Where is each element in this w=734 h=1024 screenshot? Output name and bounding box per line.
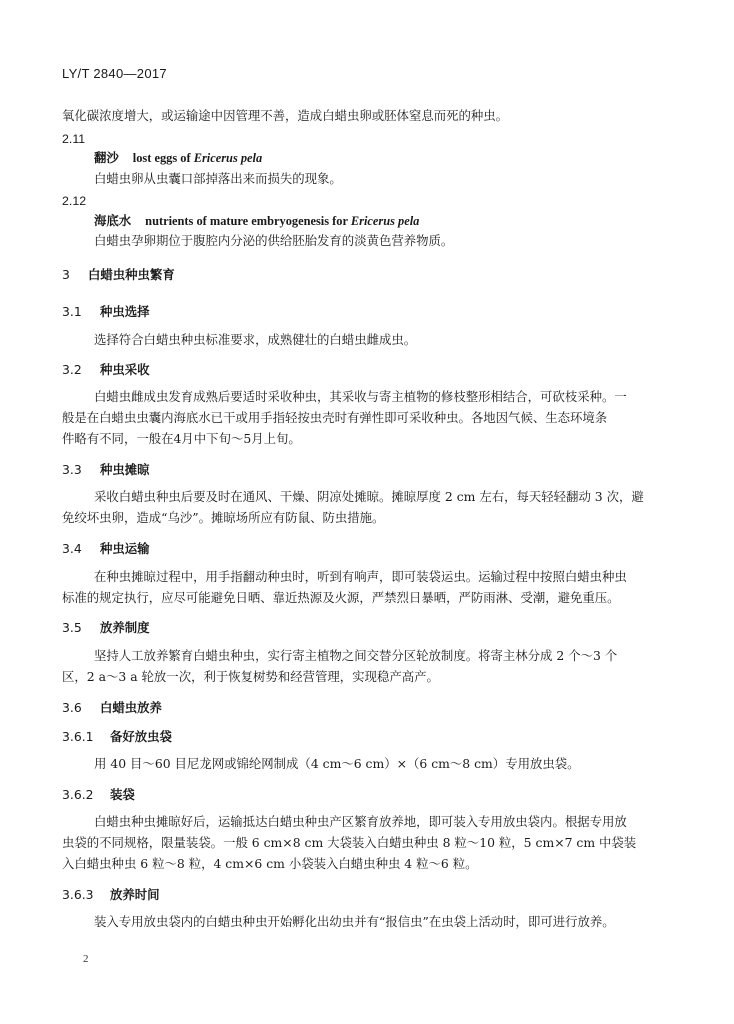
- paragraph-line: 标准的规定执行，应尽可能避免日晒、靠近热源及火源，严禁烈日暴晒，严防雨淋、受潮，避免重压。: [62, 590, 620, 605]
- heading-title: 备好放虫袋: [110, 729, 172, 744]
- section-heading: [62, 304, 150, 320]
- term-entry: [94, 213, 419, 229]
- section-heading: [62, 729, 172, 745]
- term-definition: 白蜡虫卵从虫囊口部掉落出来而损失的现象。: [94, 171, 342, 186]
- section-heading: [62, 887, 160, 903]
- heading-number: 3.1: [62, 304, 82, 319]
- term-species: Ericerus pela: [193, 151, 263, 165]
- heading-title: 种虫采收: [100, 362, 150, 377]
- heading-title: 白蜡虫种虫繁育: [88, 267, 175, 282]
- heading-number: 3: [62, 267, 70, 282]
- section-heading: [62, 362, 150, 378]
- section-heading: [62, 267, 175, 283]
- heading-title: 种虫摊晾: [100, 462, 150, 477]
- paragraph-line: 用 40 目～60 目尼龙网或锦纶网制成（4 cm～6 cm）×（6 cm～8 cm）专用放虫袋。: [94, 756, 580, 771]
- section-heading: [62, 462, 150, 478]
- heading-title: 白蜡虫放养: [100, 700, 162, 715]
- heading-number: 3.2: [62, 362, 82, 377]
- heading-title: 放养制度: [100, 620, 150, 635]
- term-chinese: 海底水: [94, 213, 132, 228]
- paragraph-line: 虫袋的不同规格，限量装袋。一般 6 cm×8 cm 大袋装入白蜡虫种虫 8 粒～10 粒，5 cm×7 cm 中袋装: [62, 835, 637, 850]
- paragraph-line: 在种虫摊晾过程中，用手指翻动种虫时，听到有响声，即可装袋运虫。运输过程中按照白蜡虫种虫: [94, 569, 627, 584]
- paragraph-line: 白蜡虫雌成虫发育成熟后要适时采收种虫，其采收与寄主植物的修枝整形相结合，可砍枝采种。一: [94, 389, 627, 404]
- paragraph-line: 坚持人工放养繁育白蜡虫种虫，实行寄主植物之间交替分区轮放制度。将寄主林分成 2 个～3 个: [94, 648, 618, 663]
- paragraph-line: 氧化碳浓度增大，或运输途中因管理不善，造成白蜡虫卵或胚体窒息而死的种虫。: [62, 108, 509, 123]
- paragraph-line: 入白蜡虫种虫 6 粒～8 粒，4 cm×6 cm 小袋装入白蜡虫种虫 4 粒～6 粒。: [62, 856, 478, 871]
- paragraph-line: 采收白蜡虫种虫后要及时在通风、干燥、阴凉处摊晾。摊晾厚度 2 cm 左右，每天轻轻翻动 3 次，避: [94, 489, 644, 504]
- section-heading: [62, 787, 135, 803]
- heading-number: 3.4: [62, 541, 82, 556]
- standard-code-header: LY/T 2840—2017: [62, 66, 167, 81]
- term-english: nutrients of mature embryogenesis for: [145, 214, 351, 228]
- paragraph-line: 选择符合白蜡虫种虫标准要求，成熟健壮的白蜡虫雌成虫。: [94, 332, 417, 347]
- heading-number: 3.3: [62, 462, 82, 477]
- heading-number: 3.5: [62, 620, 82, 635]
- heading-number: 3.6: [62, 700, 82, 715]
- heading-number: 3.6.1: [62, 729, 94, 744]
- heading-title: 种虫运输: [100, 541, 150, 556]
- term-english: lost eggs of: [132, 151, 194, 165]
- paragraph-line: 免绞坏虫卵，造成“乌沙”。摊晾场所应有防鼠、防虫措施。: [62, 510, 385, 525]
- term-entry: [94, 150, 262, 166]
- heading-title: 放养时间: [110, 887, 160, 902]
- heading-title: 种虫选择: [100, 304, 150, 319]
- clause-number: 2.12: [62, 194, 87, 208]
- term-definition: 白蜡虫孕卵期位于腹腔内分泌的供给胚胎发育的淡黄色营养物质。: [94, 233, 454, 248]
- heading-number: 3.6.2: [62, 787, 94, 802]
- term-chinese: 翻沙: [94, 150, 119, 165]
- heading-title: 装袋: [110, 787, 135, 802]
- section-heading: [62, 700, 162, 716]
- clause-number: 2.11: [62, 132, 86, 146]
- section-heading: [62, 541, 150, 557]
- term-species: Ericerus pela: [350, 214, 420, 228]
- heading-number: 3.6.3: [62, 887, 94, 902]
- page-number: 2: [83, 953, 89, 965]
- paragraph-line: 白蜡虫种虫摊晾好后，运输抵达白蜡虫种虫产区繁育放养地，即可装入专用放虫袋内。根据专用放: [94, 814, 627, 829]
- section-heading: [62, 620, 150, 636]
- paragraph-line: 般是在白蜡虫虫囊内海底水已干或用手指轻按虫壳时有弹性即可采收种虫。各地因气候、生态环境条: [62, 410, 608, 425]
- paragraph-line: 件略有不同，一般在4月中下旬～5月上旬。: [62, 431, 301, 446]
- paragraph-line: 区，2 a～3 a 轮放一次，利于恢复树势和经营管理，实现稳产高产。: [62, 669, 439, 684]
- paragraph-line: 装入专用放虫袋内的白蜡虫种虫开始孵化出幼虫并有“报信虫”在虫袋上活动时，即可进行放养。: [94, 914, 615, 929]
